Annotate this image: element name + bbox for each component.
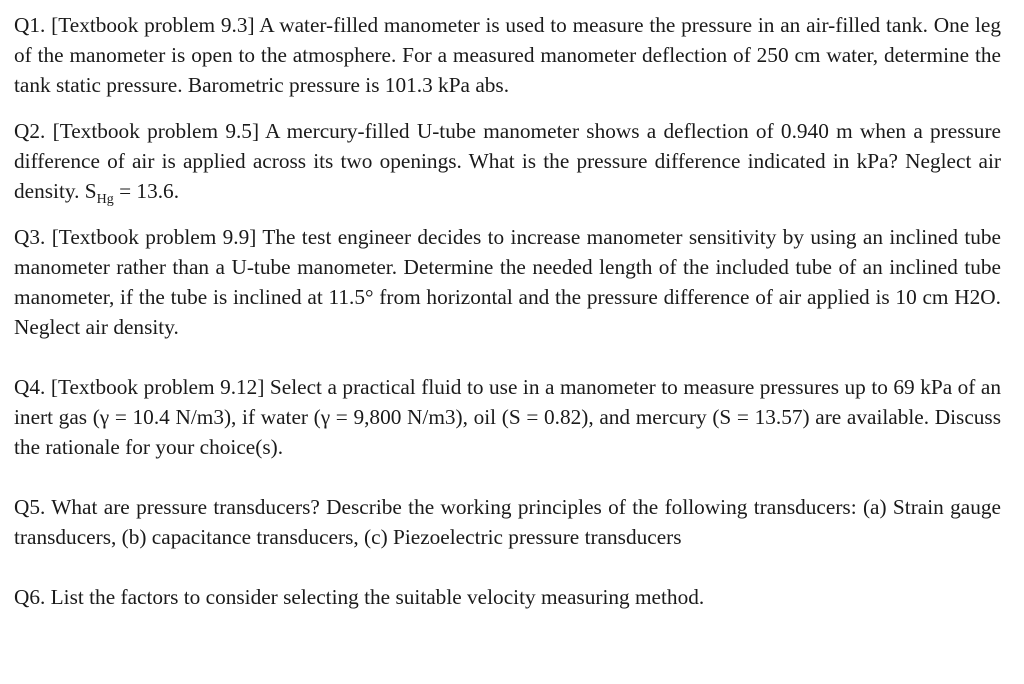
question-2-text-end: = 13.6. (113, 179, 180, 203)
question-2-subscript: Hg (96, 192, 114, 207)
question-1: Q1. [Textbook problem 9.3] A water-filled manometer is used to measure the pressure in an air-filled tank. One leg of the manometer is open to the atmosphere. For a measured manometer deflection of 250 cm water, determine the tank static pressure. Barometric pressure is 101.3 kPa abs. (14, 13, 1001, 97)
question-2-text: Q2. [Textbook problem 9.5] A mercury-filled U-tube manometer shows a deflection of 0.940 m when a pressure difference of air is applied across its two openings. What is the pressure difference indicated in kPa? Neglect air density. S (14, 119, 1001, 203)
question-3: Q3. [Textbook problem 9.9] The test engineer decides to increase manometer sensitivity by using an inclined tube manometer rather than a U-tube manometer. Determine the needed length of the included tube of an inclined tube manometer, if the tube is inclined at 11.5° from horizontal and the pressure difference of air applied is 10 cm H2O. Neglect air density. (14, 225, 1001, 339)
question-6: Q6. List the factors to consider selecting the suitable velocity measuring method. (14, 585, 705, 609)
problem-set-document (14, 10, 1001, 612)
question-5: Q5. What are pressure transducers? Describe the working principles of the following transducers: (a) Strain gauge transducers, (b) capacitance transducers, (c) Piezoelectric pressure transducers (14, 495, 1001, 549)
question-2 (14, 116, 1001, 206)
question-4: Q4. [Textbook problem 9.12] Select a practical fluid to use in a manometer to measure pressures up to 69 kPa of an inert gas (γ = 10.4 N/m3), if water (γ = 9,800 N/m3), oil (S = 0.82), and mercury (S = 13.57) are available. Discuss the rationale for your choice(s). (14, 375, 1001, 459)
